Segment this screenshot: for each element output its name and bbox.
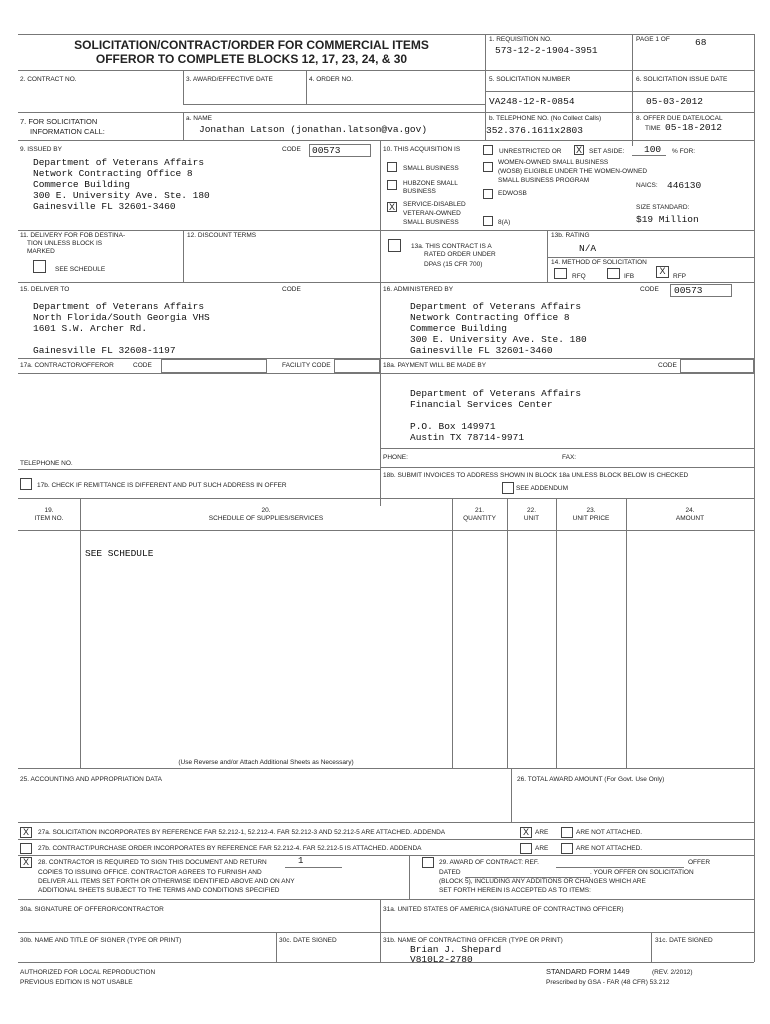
officer-name: Brian J. Shepard: [410, 944, 502, 955]
deliver-to-line-2: North Florida/South Georgia VHS: [33, 312, 210, 323]
27b-are-not-label: ARE NOT ATTACHED.: [576, 845, 643, 852]
27b-are-label: ARE: [535, 845, 549, 852]
issued-by-line-5: Gainesville FL 32601-3460: [33, 201, 176, 212]
col-quantity: QUANTITY: [463, 515, 496, 522]
wosb-label-3: SMALL BUSINESS PROGRAM: [498, 177, 590, 184]
payment-label: 18a. PAYMENT WILL BE MADE BY: [383, 362, 487, 369]
award-ref-underline: [556, 867, 684, 868]
rfp-checkbox[interactable]: X: [656, 266, 669, 278]
hubzone-checkbox[interactable]: [387, 180, 397, 190]
8a-checkbox[interactable]: [483, 216, 493, 226]
sig-31a-label: 31a. UNITED STATES OF AMERICA (SIGNATURE OF CONTRACTING OFFICER): [383, 906, 624, 913]
28-line-4: ADDITIONAL SHEETS SUBJECT TO THE TERMS AND CONDITIONS SPECIFIED: [38, 887, 280, 894]
col-unit: UNIT: [523, 515, 540, 522]
unrestricted-checkbox[interactable]: [483, 145, 493, 155]
rated-order-label-2: RATED ORDER UNDER: [424, 251, 496, 258]
small-business-checkbox[interactable]: [387, 162, 397, 172]
reverse-note: (Use Reverse and/or Attach Additional Sheets as Necessary): [178, 759, 354, 766]
rfq-label: RFQ: [572, 273, 586, 280]
rfp-label: RFP: [673, 273, 686, 280]
percent-for-label: % FOR:: [672, 148, 696, 155]
see-schedule-label: SEE SCHEDULE: [55, 266, 106, 273]
issued-by-line-4: 300 E. University Ave. Ste. 180: [33, 190, 210, 201]
29-line-3: (BLOCK 5), INCLUDING ANY ADDITIONS OR CHANGES WHICH ARE: [439, 878, 646, 885]
delivery-label-1: 11. DELIVERY FOR FOB DESTINA-: [20, 232, 126, 239]
29-dated-label: DATED: [439, 869, 461, 876]
administered-by-code: 00573: [674, 285, 703, 296]
discount-terms-label: 12. DISCOUNT TERMS: [187, 232, 257, 239]
see-schedule-checkbox[interactable]: [33, 260, 46, 273]
col-quantity-num: 21.: [474, 507, 485, 514]
27a-checkbox[interactable]: X: [20, 827, 32, 838]
naics-value: 446130: [667, 180, 702, 191]
28-line-3: DELIVER ALL ITEMS SET FORTH OR OTHERWISE IDENTIFIED ABOVE AND ON ANY: [38, 878, 295, 885]
form-title-line1: SOLICITATION/CONTRACT/ORDER FOR COMMERCIAL ITEMS: [74, 38, 429, 52]
edwosb-label: EDWOSB: [498, 190, 527, 197]
29-line-2: . YOUR OFFER ON SOLICITATION: [590, 869, 694, 876]
contractor-code-field[interactable]: [161, 359, 267, 373]
date-30c-label: 30c. DATE SIGNED: [279, 937, 337, 944]
sig-30a-label: 30a. SIGNATURE OF OFFEROR/CONTRACTOR: [20, 906, 164, 913]
deliver-to-line-1: Department of Veterans Affairs: [33, 301, 205, 312]
offer-due-date: 05-18-2012: [665, 122, 723, 133]
29-checkbox[interactable]: [422, 857, 434, 868]
payment-code-field[interactable]: [680, 359, 754, 373]
payment-line-5: Austin TX 78714-9971: [410, 432, 525, 443]
administered-by-line-3: Commerce Building: [410, 323, 507, 334]
size-standard-value: $19 Million: [636, 214, 699, 225]
set-aside-label: SET ASIDE:: [589, 148, 625, 155]
acquisition-label: 10. THIS ACQUISITION IS: [383, 146, 461, 153]
order-no-label: 4. ORDER NO.: [309, 76, 354, 83]
issued-by-code: 00573: [312, 145, 341, 156]
remittance-label: 17b. CHECK IF REMITTANCE IS DIFFERENT AND PUT SUCH ADDRESS IN OFFER: [37, 482, 287, 489]
rated-order-label-3: DPAS (15 CFR 700): [424, 261, 483, 268]
copies-underline: [285, 867, 342, 868]
footer-auth-2: PREVIOUS EDITION IS NOT USABLE: [20, 979, 133, 986]
set-aside-percent: 100: [644, 144, 662, 155]
27a-text: 27a. SOLICITATION INCORPORATES BY REFERENCE FAR 52.212-1, 52.212-4. FAR 52.212-3 AND 52.212-5 ARE ATTACHED. ADDENDA: [38, 829, 446, 836]
deliver-to-line-5: Gainesville FL 32608-1197: [33, 345, 176, 356]
contact-name: Jonathan Latson (jonathan.latson@va.gov): [199, 124, 428, 135]
delivery-label-2: TION UNLESS BLOCK IS: [27, 240, 103, 247]
issue-date: 05-03-2012: [646, 96, 704, 107]
payment-line-2: Financial Services Center: [410, 399, 553, 410]
name-30b-label: 30b. NAME AND TITLE OF SIGNER (TYPE OR PRINT): [20, 937, 182, 944]
rated-order-label-1: 13a. THIS CONTRACT IS A: [411, 243, 492, 250]
contractor-label: 17a. CONTRACTOR/OFFEROR: [20, 362, 114, 369]
invoice-label: 18b. SUBMIT INVOICES TO ADDRESS SHOWN IN BLOCK 18a UNLESS BLOCK BELOW IS CHECKED: [383, 472, 689, 479]
29-line-4: SET FORTH HEREIN IS ACCEPTED AS TO ITEMS:: [439, 887, 591, 894]
wosb-checkbox[interactable]: [483, 162, 493, 172]
see-addendum-checkbox[interactable]: [502, 482, 514, 494]
col-supplies-num: 20.: [261, 507, 271, 514]
see-addendum-label: SEE ADDENDUM: [516, 485, 569, 492]
copies-value: 1: [298, 856, 304, 866]
form-title-line2: OFFEROR TO COMPLETE BLOCKS 12, 17, 23, 24, & 30: [95, 52, 408, 66]
solicitation-no: VA248-12-R-0854: [489, 96, 575, 107]
solicitation-no-label: 5. SOLICITATION NUMBER: [489, 76, 571, 83]
col-unit-num: 22.: [526, 507, 537, 514]
27b-are-not-checkbox[interactable]: [561, 843, 573, 854]
administered-by-code-label: CODE: [640, 286, 659, 293]
hubzone-label-2: BUSINESS: [403, 188, 436, 195]
solicitation-info-label-2: INFORMATION CALL:: [30, 127, 105, 136]
col-item-no-num: 19.: [44, 507, 54, 514]
27b-are-checkbox[interactable]: [520, 843, 532, 854]
27b-checkbox[interactable]: [20, 843, 32, 854]
edwosb-checkbox[interactable]: [483, 189, 493, 199]
col-amount: AMOUNT: [675, 515, 705, 522]
administered-by-line-2: Network Contracting Office 8: [410, 312, 570, 323]
remittance-checkbox[interactable]: [20, 478, 32, 490]
administered-by-label: 16. ADMINISTERED BY: [383, 286, 454, 293]
payment-code-label: CODE: [658, 362, 677, 369]
requisition-label: 1. REQUISITION NO.: [489, 36, 552, 43]
issued-by-code-label: CODE: [282, 146, 301, 153]
29-offer-label: OFFER: [688, 859, 711, 866]
27b-text: 27b. CONTRACT/PURCHASE ORDER INCORPORATES BY REFERENCE FAR 52.212-4. FAR 52.212-5 IS ATTACHED. ADDENDA: [38, 845, 422, 852]
rated-order-checkbox[interactable]: [388, 239, 401, 252]
size-standard-label: SIZE STANDARD:: [636, 204, 690, 211]
rating-value: N/A: [579, 243, 597, 254]
telephone-value: 352.376.1611x2803: [486, 125, 583, 136]
deliver-to-code-label: CODE: [282, 286, 301, 293]
award-date-label: 3. AWARD/EFFECTIVE DATE: [186, 76, 273, 83]
offer-due-label: 8. OFFER DUE DATE/LOCAL: [636, 115, 723, 122]
payment-fax-label: FAX:: [562, 454, 577, 461]
telephone-label: b. TELEPHONE NO. (No Collect Calls): [489, 115, 602, 122]
sdvosb-label-2: VETERAN-OWNED: [403, 210, 461, 217]
payment-phone-label: PHONE:: [383, 454, 408, 461]
issued-by-line-3: Commerce Building: [33, 179, 130, 190]
issued-by-line-1: Department of Veterans Affairs: [33, 157, 205, 168]
contract-no-label: 2. CONTRACT NO.: [20, 76, 77, 83]
form-revision: (REV. 2/2012): [652, 969, 693, 976]
27a-are-label: ARE: [535, 829, 549, 836]
form-name: STANDARD FORM 1449: [546, 967, 630, 976]
delivery-label-3: MARKED: [27, 248, 55, 255]
accounting-label: 25. ACCOUNTING AND APPROPRIATION DATA: [20, 776, 162, 783]
facility-code-label: FACILITY CODE: [282, 362, 331, 369]
administered-by-line-1: Department of Veterans Affairs: [410, 301, 582, 312]
page-label: PAGE 1 OF: [636, 36, 670, 43]
sdvosb-checkbox[interactable]: X: [388, 202, 395, 212]
issued-by-line-2: Network Contracting Office 8: [33, 168, 193, 179]
sdvosb-label-1: SERVICE-DISABLED: [403, 201, 466, 208]
small-business-label: SMALL BUSINESS: [403, 165, 459, 172]
method-label: 14. METHOD OF SOLICITATION: [551, 259, 647, 266]
27a-are-not-checkbox[interactable]: [561, 827, 573, 838]
set-aside-underline: [632, 155, 666, 156]
set-aside-checkbox[interactable]: X: [575, 145, 582, 155]
facility-code-field[interactable]: [334, 359, 380, 373]
administered-by-line-5: Gainesville FL 32601-3460: [410, 345, 553, 356]
name-31b-label: 31b. NAME OF CONTRACTING OFFICER (TYPE OR PRINT): [383, 937, 563, 944]
28-line-2: COPIES TO ISSUING OFFICE. CONTRACTOR AGREES TO FURNISH AND: [38, 869, 262, 876]
rating-label: 13b. RATING: [551, 232, 590, 239]
contact-name-label: a. NAME: [186, 115, 213, 122]
footer-auth-1: AUTHORIZED FOR LOCAL REPRODUCTION: [20, 969, 156, 976]
payment-line-4: P.O. Box 149971: [410, 421, 496, 432]
total-award-label: 26. TOTAL AWARD AMOUNT (For Govt. Use Only): [517, 776, 665, 783]
29-line-1: 29. AWARD OF CONTRACT: REF.: [439, 859, 539, 866]
date-31c-label: 31c. DATE SIGNED: [655, 937, 713, 944]
col-item-no: ITEM NO.: [34, 515, 64, 522]
27a-are-checkbox[interactable]: X: [520, 827, 532, 838]
28-checkbox[interactable]: X: [20, 857, 32, 868]
wosb-label-1: WOMEN-OWNED SMALL BUSINESS: [498, 159, 609, 166]
page-total: 68: [695, 37, 707, 48]
naics-label: NAICS:: [636, 182, 658, 189]
sdvosb-label-3: SMALL BUSINESS: [403, 219, 459, 226]
ifb-label: IFB: [624, 273, 635, 280]
schedule-body-text: SEE SCHEDULE: [85, 548, 154, 559]
col-unit-price-num: 23.: [586, 507, 596, 514]
solicitation-info-label-1: 7. FOR SOLICITATION: [20, 117, 98, 126]
wosb-label-2: (WOSB) ELIGIBLE UNDER THE WOMEN-OWNED: [498, 168, 648, 175]
prescribed-by: Prescribed by GSA - FAR (48 CFR) 53.212: [546, 979, 670, 986]
deliver-to-line-3: 1601 S.W. Archer Rd.: [33, 323, 148, 334]
contractor-code-label: CODE: [133, 362, 152, 369]
hubzone-label-1: HUBZONE SMALL: [403, 180, 458, 187]
officer-code: V810L2-2780: [410, 954, 473, 965]
8a-label: 8(A): [498, 219, 511, 226]
issue-date-label: 6. SOLICITATION ISSUE DATE: [636, 76, 728, 83]
rfq-checkbox[interactable]: [554, 268, 567, 279]
issued-by-label: 9. ISSUED BY: [20, 146, 62, 153]
27a-are-not-label: ARE NOT ATTACHED.: [576, 829, 643, 836]
deliver-to-label: 15. DELIVER TO: [20, 286, 70, 293]
payment-line-1: Department of Veterans Affairs: [410, 388, 582, 399]
28-line-1: 28. CONTRACTOR IS REQUIRED TO SIGN THIS DOCUMENT AND RETURN: [38, 859, 267, 866]
requisition-value: 573-12-2-1904-3951: [495, 45, 598, 56]
col-supplies: SCHEDULE OF SUPPLIES/SERVICES: [208, 515, 324, 522]
offer-due-time-label: TIME: [645, 125, 661, 132]
ifb-checkbox[interactable]: [607, 268, 620, 279]
telephone-no-label: TELEPHONE NO.: [20, 460, 73, 467]
administered-by-line-4: 300 E. University Ave. Ste. 180: [410, 334, 587, 345]
unrestricted-label: UNRESTRICTED OR: [499, 148, 562, 155]
col-amount-num: 24.: [685, 507, 695, 514]
col-unit-price: UNIT PRICE: [572, 515, 610, 522]
